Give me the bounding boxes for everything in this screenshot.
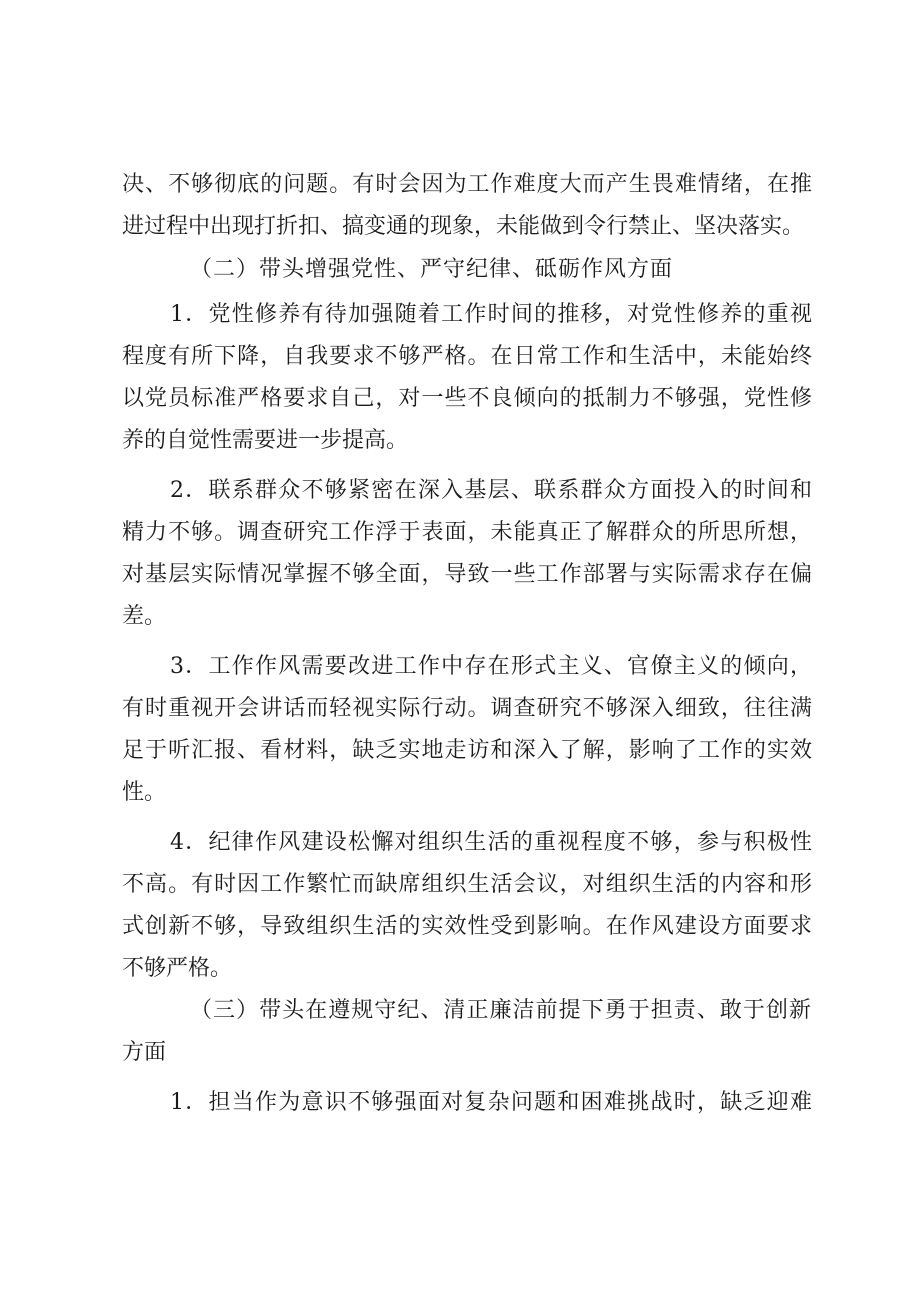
item-4-line: 不高。有时因工作繁忙而缺席组织生活会议，对组织生活的内容和形 xyxy=(122,872,812,897)
item-1-line: 养的自觉性需要进一步提高。 xyxy=(122,428,409,453)
paragraph-line: 决、不够彻底的问题。有时会因为工作难度大而产生畏难情绪，在推 xyxy=(122,172,812,197)
item-1-line: 1．党性修养有待加强随着工作时间的推移，对党性修养的重视 xyxy=(170,302,812,327)
item-5-line: 1．担当作为意识不够强面对复杂问题和困难挑战时，缺乏迎难 xyxy=(170,1090,812,1115)
section-heading-3-cont: 方面 xyxy=(122,1040,167,1065)
item-3-line: 3．工作作风需要改进工作中存在形式主义、官僚主义的倾向， xyxy=(170,654,812,679)
item-4-line: 式创新不够，导致组织生活的实效性受到影响。在作风建设方面要求 xyxy=(122,914,812,939)
item-4-line: 4．纪律作风建设松懈对组织生活的重视程度不够，参与积极性 xyxy=(170,830,812,855)
item-3-line: 足于听汇报、看材料，缺乏实地走访和深入了解，影响了工作的实效 xyxy=(122,738,812,763)
item-1-line: 以党员标准严格要求自己，对一些不良倾向的抵制力不够强，党性修 xyxy=(122,386,812,411)
item-3-line: 性。 xyxy=(122,780,167,805)
section-heading-3: （三）带头在遵规守纪、清正廉洁前提下勇于担责、敢于创新 xyxy=(190,998,812,1023)
item-3-line: 有时重视开会讲话而轻视实际行动。调查研究不够深入细致，往往满 xyxy=(122,696,812,721)
item-4-line: 不够严格。 xyxy=(122,956,233,981)
item-1-line: 程度有所下降，自我要求不够严格。在日常工作和生活中，未能始终 xyxy=(122,344,812,369)
item-2-line: 2．联系群众不够紧密在深入基层、联系群众方面投入的时间和 xyxy=(170,478,812,503)
section-heading-2: （二）带头增强党性、严守纪律、砥砺作风方面 xyxy=(190,257,674,282)
item-2-line: 对基层实际情况掌握不够全面，导致一些工作部署与实际需求存在偏 xyxy=(122,562,812,587)
paragraph-line: 进过程中出现打折扣、搞变通的现象，未能做到令行禁止、坚决落实。 xyxy=(122,214,805,239)
item-2-line: 精力不够。调查研究工作浮于表面，未能真正了解群众的所思所想， xyxy=(122,520,812,545)
item-2-line: 差。 xyxy=(122,604,167,629)
